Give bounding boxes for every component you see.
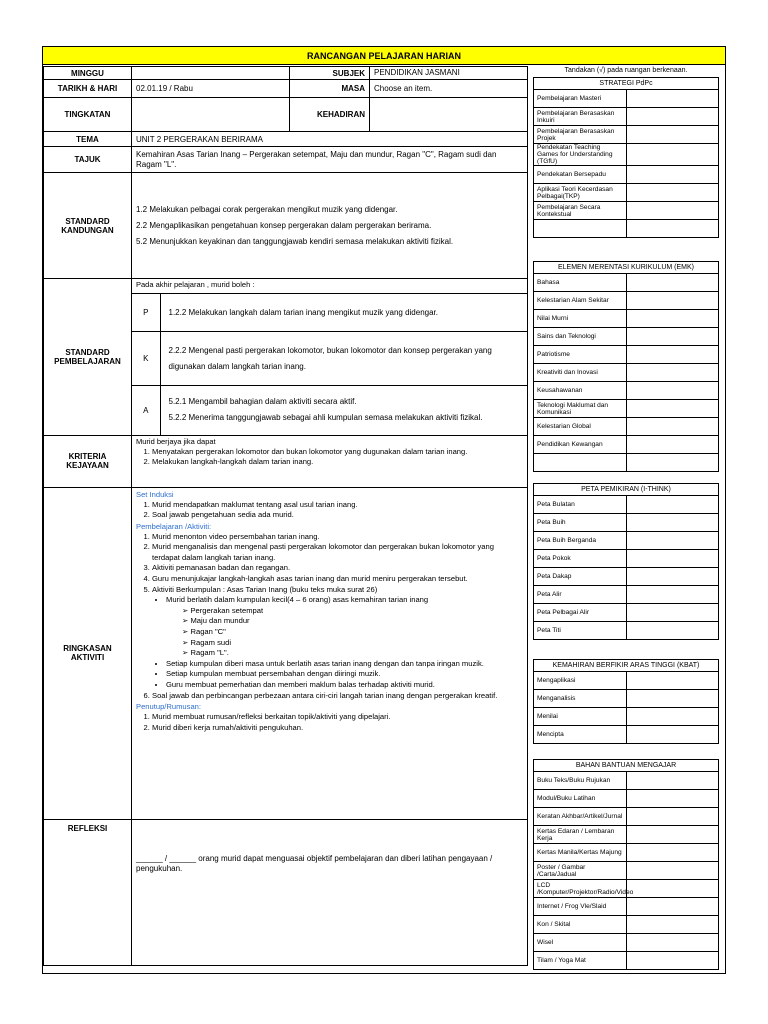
bbm-checkbox[interactable]: [626, 880, 719, 898]
label-masa: MASA: [290, 80, 370, 98]
value-subjek[interactable]: PENDIDIKAN JASMANI: [370, 67, 528, 80]
ithink-row: [534, 514, 719, 532]
ithink-checkbox[interactable]: [626, 514, 719, 532]
kbat-item-label: Mengaplikasi: [534, 672, 627, 690]
emk-row: [534, 328, 719, 346]
group-bullet-text: Murid berlatih dalam kumpulan kecil(4 – 6 orang) asas kemahiran tarian inang: [166, 595, 429, 605]
activity-item: 1. Murid membuat rumusan/refleksi berkaitan topik/aktiviti yang dipelajari.: [152, 712, 523, 723]
emk-row: [534, 400, 719, 418]
penutup-heading: Penutup/Rumusan:: [136, 702, 202, 712]
bbm-panel-title: BAHAN BANTUAN MENGAJAR: [534, 760, 719, 772]
emk-item-label: Nilai Murni: [534, 310, 627, 328]
kbat-item-label: Mencipta: [534, 726, 627, 744]
emk-row: [534, 274, 719, 292]
emk-checkbox[interactable]: [626, 454, 719, 472]
emk-checkbox[interactable]: [626, 418, 719, 436]
value-tajuk[interactable]: Kemahiran Asas Tarian Inang – Pergerakan setempat, Maju dan mundur, Ragan "C", Ragam sudi dan Ragam "L".: [132, 147, 528, 173]
bbm-item-label: Tilam / Yoga Mat: [534, 952, 627, 970]
label-tingkatan: TINGKATAN: [44, 98, 132, 132]
value-minggu[interactable]: [132, 67, 290, 80]
ithink-checkbox[interactable]: [626, 586, 719, 604]
sk-item: 5.2 Menunjukkan keyakinan dan tanggungjawab kendiri semasa melakukan aktiviti fizikal.: [136, 236, 454, 246]
ithink-row: [534, 496, 719, 514]
bbm-checkbox[interactable]: [626, 808, 719, 826]
emk-row: [534, 310, 719, 328]
bbm-row: [534, 772, 719, 790]
ithink-checkbox[interactable]: [626, 622, 719, 640]
ithink-checkbox[interactable]: [626, 496, 719, 514]
sp-p-text: 1.2.2 Melakukan langkah dalam tarian inang mengikut muzik yang didengar.: [160, 294, 527, 332]
bbm-item-label: Buku Teks/Buku Rujukan: [534, 772, 627, 790]
label-ringkasan: RINGKASAN AKTIVITI: [44, 487, 132, 819]
lesson-plan-sheet: [42, 46, 726, 974]
emk-checkbox[interactable]: [626, 346, 719, 364]
emk-item-label: Patriotisme: [534, 346, 627, 364]
bbm-checkbox[interactable]: [626, 898, 719, 916]
bbm-item-label: Poster / Gambar /Carta/Jadual: [534, 862, 627, 880]
value-kehadiran[interactable]: [370, 98, 528, 132]
ithink-panel: [533, 483, 719, 640]
arrow-item: ➢ Ragan "C": [182, 627, 523, 638]
ithink-item-label: Peta Dakap: [534, 568, 627, 586]
emk-row: [534, 346, 719, 364]
strategi-checkbox[interactable]: [626, 184, 719, 202]
pembelajaran-heading: Pembelajaran /Aktiviti:: [136, 521, 212, 531]
value-tingkatan[interactable]: [132, 98, 290, 132]
kbat-row: [534, 690, 719, 708]
sp-a-text: [160, 386, 527, 435]
value-tarikh[interactable]: 02.01.19 / Rabu: [132, 80, 290, 98]
ithink-item-label: Peta Buih Berganda: [534, 532, 627, 550]
strategi-row: [534, 184, 719, 202]
kriteria-item: 2. Melakukan langkah-langkah dalam tarian inang.: [152, 457, 523, 468]
bbm-item-label: Internet / Frog Vle/Slaid: [534, 898, 627, 916]
strategi-row: [534, 144, 719, 166]
refleksi-text[interactable]: ______ / ______ orang murid dapat menguasai objektif pembelajaran dan diberi latihan pengayaan / pengukuhan.: [132, 819, 528, 965]
emk-checkbox[interactable]: [626, 400, 719, 418]
bbm-item-label: Modul/Buku Latihan: [534, 790, 627, 808]
ithink-item-label: Peta Titi: [534, 622, 627, 640]
label-tajuk: TAJUK: [44, 147, 132, 173]
label-standard-pembelajaran: STANDARD PEMBELAJARAN: [44, 279, 132, 436]
strategi-item-label: Aplikasi Teori Kecerdasan Pelbagai(TKP): [534, 184, 627, 202]
kbat-panel: [533, 659, 719, 744]
bbm-row: [534, 862, 719, 880]
group-bullet: • Setiap kumpulan diberi masa untuk berlatih asas tarian inang dengan dan tanpa iringan muzik.: [166, 659, 523, 670]
emk-item-label: Kelestarian Alam Sekitar: [534, 292, 627, 310]
kbat-item-label: Menganalisis: [534, 690, 627, 708]
emk-checkbox[interactable]: [626, 364, 719, 382]
bbm-row: [534, 916, 719, 934]
standard-kandungan[interactable]: [132, 173, 528, 279]
strategi-item-label: Pembelajaran Berasaskan Projek: [534, 126, 627, 144]
strategi-checkbox[interactable]: [626, 202, 719, 220]
ringkasan-aktiviti[interactable]: [132, 487, 528, 819]
sp-a-item: 5.2.1 Mengambil bahagian dalam aktiviti secara aktif.: [168, 397, 357, 407]
bbm-checkbox[interactable]: [626, 826, 719, 844]
strategi-row: [534, 166, 719, 184]
bbm-item-label: LCD /Komputer/Projektor/Radio/Video: [534, 880, 627, 898]
activity-item: 2. Murid diberi kerja rumah/aktiviti pengukuhan.: [152, 723, 523, 734]
kbat-checkbox[interactable]: [626, 690, 719, 708]
kriteria-intro: Murid berjaya jika dapat: [136, 436, 216, 446]
ithink-item-label: Peta Buih: [534, 514, 627, 532]
sp-k-label: K: [132, 332, 160, 386]
ithink-row: [534, 604, 719, 622]
kbat-item-label: Menilai: [534, 708, 627, 726]
ithink-item-label: Peta Pokok: [534, 550, 627, 568]
ithink-checkbox[interactable]: [626, 532, 719, 550]
strategi-row: [534, 202, 719, 220]
sp-intro: Pada akhir pelajaran , murid boleh :: [136, 280, 255, 289]
ithink-item-label: Peta Bulatan: [534, 496, 627, 514]
emk-checkbox[interactable]: [626, 436, 719, 454]
activity-item: 4. Guru menunjukajar langkah-langkah asas tarian inang dan murid meniru pergerakan tersebut.: [152, 574, 523, 585]
ithink-panel-title: PETA PEMIKIRAN (I-THINK): [534, 484, 719, 496]
emk-checkbox[interactable]: [626, 292, 719, 310]
emk-panel-title: ELEMEN MERENTASI KURIKULUM (EMK): [534, 262, 719, 274]
label-tarikh: TARIKH & HARI: [44, 80, 132, 98]
label-tema: TEMA: [44, 132, 132, 147]
bbm-item-label: Kon / Skital: [534, 916, 627, 934]
strategi-item-label: Pembelajaran Secara Kontekstual: [534, 202, 627, 220]
arrow-item: ➢ Ragam "L".: [182, 648, 523, 659]
kriteria-kejayaan[interactable]: [132, 435, 528, 487]
bbm-item-label: Wisel: [534, 934, 627, 952]
kriteria-item: 1. Menyatakan pergerakan lokomotor dan bukan lokomotor yang dugunakan dalam tarian inang.: [152, 447, 523, 458]
lesson-table: [43, 66, 528, 966]
activity-item: 2. Soal jawab pengetahuan sedia ada murid.: [152, 510, 523, 521]
label-minggu: MINGGU: [44, 67, 132, 80]
strategi-panel-title: STRATEGI PdPc: [534, 78, 719, 90]
label-subjek: SUBJEK: [290, 67, 370, 80]
kbat-row: [534, 708, 719, 726]
emk-checkbox[interactable]: [626, 328, 719, 346]
activity-item: 6. Soal jawab dan perbincangan perbezaan antara ciri-ciri langah tarian inang dengan pergerakan kreatif.: [152, 691, 523, 702]
emk-item-label: Pendidikan Kewangan: [534, 436, 627, 454]
emk-checkbox[interactable]: [626, 382, 719, 400]
sp-p-label: P: [132, 294, 160, 332]
arrow-item: ➢ Pergerakan setempat: [182, 606, 523, 617]
label-refleksi: REFLEKSI: [44, 819, 132, 965]
ithink-row: [534, 586, 719, 604]
bbm-panel: [533, 759, 719, 970]
group-bullet: [166, 595, 523, 659]
emk-row: [534, 292, 719, 310]
sp-a-item: 5.2.2 Menerima tanggungjawab sebagai ahli kumpulan semasa melakukan aktiviti fizikal.: [168, 413, 483, 423]
ithink-item-label: Peta Pelbagai Alir: [534, 604, 627, 622]
emk-row: [534, 418, 719, 436]
activity-item: 1. Murid menonton video persembahan tarian inang.: [152, 532, 523, 543]
bbm-row: [534, 952, 719, 970]
label-kriteria: KRITERIA KEJAYAAN: [44, 435, 132, 487]
arrow-item: ➢ Ragam sudi: [182, 638, 523, 649]
value-tema[interactable]: UNIT 2 PERGERAKAN BERIRAMA: [132, 132, 528, 147]
bbm-checkbox[interactable]: [626, 790, 719, 808]
sk-item: 1.2 Melakukan pelbagai corak pergerakan mengikut muzik yang didengar.: [136, 204, 398, 214]
set-induksi-heading: Set Induksi: [136, 489, 174, 499]
standard-pembelajaran[interactable]: [132, 279, 528, 436]
bbm-row: [534, 934, 719, 952]
sk-item: 2.2 Mengaplikasikan pengetahuan konsep pergerakan dalam pergerakan berirama.: [136, 220, 432, 230]
ithink-checkbox[interactable]: [626, 568, 719, 586]
strategi-item-label: Pendekatan Bersepadu: [534, 166, 627, 184]
emk-row: [534, 436, 719, 454]
page-title: RANCANGAN PELAJARAN HARIAN: [43, 47, 725, 65]
group-bullet: • Guru membuat pemerhatian dan memberi maklum balas terhadap aktiviti murid.: [166, 680, 523, 691]
ithink-checkbox[interactable]: [626, 604, 719, 622]
strategi-item-label: [534, 220, 627, 238]
emk-item-label: Sains dan Teknologi: [534, 328, 627, 346]
bbm-row: [534, 898, 719, 916]
bbm-checkbox[interactable]: [626, 916, 719, 934]
ithink-row: [534, 622, 719, 640]
emk-row: [534, 364, 719, 382]
ithink-row: [534, 568, 719, 586]
strategi-checkbox[interactable]: [626, 166, 719, 184]
ithink-checkbox[interactable]: [626, 550, 719, 568]
bbm-row: [534, 790, 719, 808]
bbm-checkbox[interactable]: [626, 772, 719, 790]
strategi-checkbox[interactable]: [626, 220, 719, 238]
ithink-row: [534, 532, 719, 550]
ithink-item-label: Peta Alir: [534, 586, 627, 604]
bbm-row: [534, 880, 719, 898]
emk-panel: [533, 261, 719, 472]
bbm-checkbox[interactable]: [626, 862, 719, 880]
kbat-checkbox[interactable]: [626, 708, 719, 726]
activity-item-text: Aktiviti Berkumpulan : Asas Tarian Inang (buku teks muka surat 26): [152, 584, 378, 594]
emk-row: [534, 382, 719, 400]
group-bullet: • Setiap kumpulan membuat persembahan dengan diiringi muzik.: [166, 669, 523, 680]
strategi-checkbox[interactable]: [626, 108, 719, 126]
activity-item: 1. Murid mendapatkan maklumat tentang asal usul tarian inang.: [152, 500, 523, 511]
sp-a-label: A: [132, 386, 160, 435]
activity-item: [152, 585, 523, 691]
strategi-row: [534, 220, 719, 238]
emk-checkbox[interactable]: [626, 274, 719, 292]
kbat-panel-title: KEMAHIRAN BERFIKIR ARAS TINGGI (KBAT): [534, 660, 719, 672]
label-standard-kandungan: STANDARD KANDUNGAN: [44, 173, 132, 279]
sp-k-text: 2.2.2 Mengenal pasti pergerakan lokomotor, bukan lokomotor dan konsep pergerakan yang digunakan dalam langkah tarian inang.: [160, 332, 527, 386]
bbm-item-label: Keratan Akhbar/Artikel/Jurnal: [534, 808, 627, 826]
emk-item-label: Bahasa: [534, 274, 627, 292]
strategi-checkbox[interactable]: [626, 144, 719, 166]
bbm-checkbox[interactable]: [626, 844, 719, 862]
instruction-note: Tandakan (√) pada ruangan berkenaan.: [564, 67, 688, 74]
emk-item-label: [534, 454, 627, 472]
strategi-checkbox[interactable]: [626, 126, 719, 144]
bbm-row: [534, 826, 719, 844]
emk-item-label: Kreativiti dan Inovasi: [534, 364, 627, 382]
strategi-item-label: Pendekatan Teaching Games for Understanding (TGfU): [534, 144, 627, 166]
emk-item-label: Kelestarian Global: [534, 418, 627, 436]
strategi-row: [534, 126, 719, 144]
emk-item-label: Teknologi Maklumat dan Komunikasi: [534, 400, 627, 418]
kbat-checkbox[interactable]: [626, 672, 719, 690]
emk-checkbox[interactable]: [626, 310, 719, 328]
ithink-row: [534, 550, 719, 568]
strategi-checkbox[interactable]: [626, 90, 719, 108]
masa-dropdown[interactable]: Choose an item.: [370, 80, 528, 98]
bbm-item-label: Kertas Edaran / Lembaran Kerja: [534, 826, 627, 844]
emk-item-label: Keusahawanan: [534, 382, 627, 400]
strategi-item-label: Pembelajaran Masteri: [534, 90, 627, 108]
bbm-checkbox[interactable]: [626, 952, 719, 970]
label-kehadiran: KEHADIRAN: [290, 98, 370, 132]
kbat-row: [534, 726, 719, 744]
strategi-row: [534, 90, 719, 108]
bbm-item-label: Kertas Manila/Kertas Majung: [534, 844, 627, 862]
activity-item: 3. Aktiviti pemanasan badan dan regangan.: [152, 563, 523, 574]
bbm-checkbox[interactable]: [626, 934, 719, 952]
strategi-item-label: Pembelajaran Berasaskan Inkuiri: [534, 108, 627, 126]
activity-item: 2. Murid menganalisis dan mengenal pasti pergerakan lokomotor dan pergerakan bukan lokomotor yang terdapat dalam langkah tarian inang.: [152, 542, 523, 563]
emk-row: [534, 454, 719, 472]
strategi-panel: [533, 77, 719, 238]
arrow-item: ➢ Maju dan mundur: [182, 616, 523, 627]
bbm-row: [534, 808, 719, 826]
kbat-row: [534, 672, 719, 690]
strategi-row: [534, 108, 719, 126]
kbat-checkbox[interactable]: [626, 726, 719, 744]
bbm-row: [534, 844, 719, 862]
